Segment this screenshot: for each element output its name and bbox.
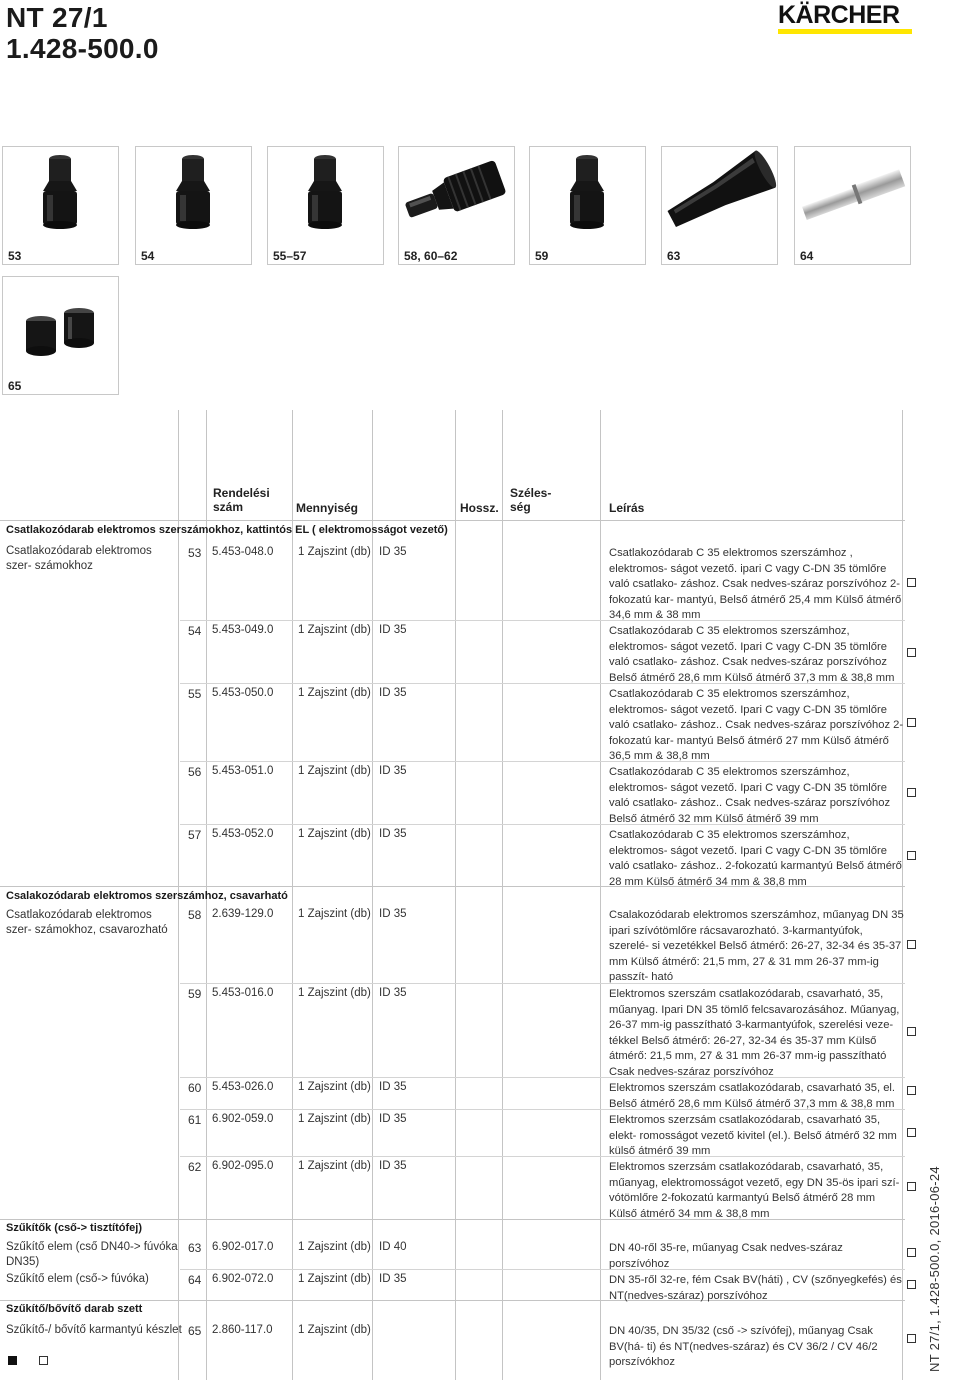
order-number: 1.428-500.0 [6,33,159,64]
row-description: Elektromos szerszám csatlakozódarab, csavarható, 35, műanyag. Ipari DN 35 tömlő felcsavarozásához. Műanyag, 26-37 mm-ig passzítható 3-karmantyúfok, szerelési veze- tékkel Belső átmérő: 26-27, 32-34 és 35-37 mm Külső átmérő: 21,5 mm, 27 & 31 mm 26-37 mm-ig passzítható Csak nedves-száraz porszívóhoz [609,988,900,1078]
section-title: Szűkítő/bővítő darab szett [6,1303,143,1315]
row-order-number: 5.453-050.0 [212,687,274,699]
row-length: ID 35 [379,765,407,777]
adapter-screw-icon [399,147,514,242]
row-length: ID 35 [379,1113,407,1125]
row-length: ID 40 [379,1241,407,1253]
section-title: Csalakozódarab elektromos szerszámhoz, csavarható [6,890,288,902]
accessory-tile [398,146,515,265]
row-number: 61 [188,1113,202,1127]
tile-label: 64 [800,249,814,263]
col-sep [600,410,601,1380]
row-quantity: 1 Zajszint (db) [298,765,371,777]
optional-accessory-checkbox [907,1280,916,1289]
accessory-tile [135,146,252,265]
accessory-tile [2,146,119,265]
row-order-number: 6.902-072.0 [212,1273,274,1285]
optional-accessory-checkbox [907,1334,916,1343]
row-quantity: 1 Zajszint (db) [298,624,371,636]
tile-label: 63 [667,249,681,263]
row-description: Csatlakozódarab C 35 elektromos szerszámhoz, elektromos- ságot vezető. Ipari C vagy C-DN 35 tömlőre való csatlako- záshoz.. Csak nedves-száraz porszívóhoz Belső átmérő 32 mm Külső átmérő 39 mm [609,766,891,825]
optional-accessory-checkbox [907,578,916,587]
row-quantity: 1 Zajszint (db) [298,1273,371,1285]
row-divider [180,620,905,621]
brand-logo [778,2,912,36]
row-length: ID 35 [379,908,407,920]
col-sep [292,410,293,1380]
row-divider [180,983,905,984]
optional-accessory-checkbox [907,1182,916,1191]
row-order-number: 5.453-052.0 [212,828,274,840]
row-number: 62 [188,1160,202,1174]
row-description: DN 35-ről 32-re, fém Csak BV(háti) , CV (szőnyegkefés) és NT(nedves-száraz) porszívóhoz [609,1274,902,1302]
row-description: Csatlakozódarab C 35 elektromos szerszámhoz, elektromos- ságot vezető. Ipari C vagy C-DN 35 tömlőre való csatlako- záshoz.. Csak nedves-száraz porszívóhoz 2-fokozatú kar- mantyú Belső átmérő 27 mm Külső átmérő 36,5 mm & 38,8 mm [609,688,904,763]
row-number: 56 [188,765,202,779]
adapter-stepped-icon [136,147,251,242]
col-sep [502,410,503,1380]
col-sep [455,410,456,1380]
side-footer-text: NT 27/1, 1.428-500.0, 2016-06-24 [927,1166,942,1372]
optional-accessory-checkbox [907,788,916,797]
row-length: ID 35 [379,1160,407,1172]
row-number: 58 [188,908,202,922]
row-description: Elektromos szerszám csatlakozódarab, csavarható 35, el. Belső átmérő 28,6 mm Külső átmérő 37,3 mm & 38,8 mm [609,1082,896,1110]
row-number: 54 [188,624,202,638]
row-length: ID 35 [379,546,407,558]
row-order-number: 5.453-016.0 [212,987,274,999]
row-divider [180,761,905,762]
col-header-qty: Mennyiség [296,501,359,515]
row-order-number: 5.453-049.0 [212,624,274,636]
row-description: Elektromos szerzsám csatlakozódarab, csavarható 35, elekt- romosságot vezető kivitel (el.). Belső átmérő 32 mm külső átmérő 39 mm [609,1114,897,1158]
row-quantity: 1 Zajszint (db) [298,687,371,699]
tile-label: 58, 60–62 [404,249,458,263]
legend-optional-marker [39,1356,48,1365]
row-length: ID 35 [379,687,407,699]
tile-label: 55–57 [273,249,307,263]
row-length: ID 35 [379,828,407,840]
accessory-tile [661,146,778,265]
adapter-stepped-icon [268,147,383,242]
accessory-tile [2,276,119,395]
row-number: 57 [188,828,202,842]
row-length: ID 35 [379,624,407,636]
group-label: Szűkítő elem (cső DN40-> fúvóka DN35) [6,1241,178,1268]
col-header-width: Széles- ség [510,486,552,514]
row-order-number: 6.902-095.0 [212,1160,274,1172]
brand-logo-bar [778,29,912,34]
accessory-tile [529,146,646,265]
row-number: 55 [188,687,202,701]
row-quantity: 1 Zajszint (db) [298,1324,371,1336]
row-description: Csatlakozódarab C 35 elektromos szerszámhoz, elektromos- ságot vezető. Ipari C vagy C-DN 35 tömlőre való csatlako- záshoz.. 2-fokozatú karmantyú Belső átmérő 28 mm Külső átmérő 34 mm & 38,8 mm [609,829,902,888]
row-divider [180,1269,905,1270]
row-number: 59 [188,987,202,1001]
optional-accessory-checkbox [907,940,916,949]
tile-label: 65 [8,379,22,393]
row-description: Csalakozódarab elektromos szerszámhoz, műanyag DN 35 ipari szívótömlőre rácsavarozható. 3-karmantyúfok, szerelé- si vezetékkel Belső átmérő: 26-27, 32-34 és 35-37 mm Külső átmérő: 21,5 mm, 27 & 31 mm 26-37 mm-ig passzít- ható [609,909,904,984]
row-description: Elektromos szerzsám csatlakozódarab, csavarható, 35, műanyag, elektromosságot vezető, egy DN 35-ös ipari szí- vótömlőre 2-fokozatú karmantyú Belső átmérő 28 mm Külső átmérő 34 mm & 38,8 mm [609,1161,900,1220]
accessory-tile [794,146,911,265]
row-description: Csatlakozódarab C 35 elektromos szerszámhoz, elektromos- ságot vezető. Ipari C vagy C-DN 35 tömlőre való csatlako- záshoz. Csak nedves-száraz porszívóhoz Belső átmérő 28,6 mm Külső átmérő 37,3 mm & 38,8 mm [609,625,895,684]
row-quantity: 1 Zajszint (db) [298,1081,371,1093]
legend-standard-marker [8,1356,17,1365]
row-order-number: 6.902-017.0 [212,1241,274,1253]
col-header-order: Rendelési szám [213,486,270,514]
accessory-tile [267,146,384,265]
sleeve-set-icon [3,277,118,372]
row-quantity: 1 Zajszint (db) [298,1113,371,1125]
row-quantity: 1 Zajszint (db) [298,1160,371,1172]
product-title [6,2,159,64]
reducer-nozzle-icon [662,147,777,242]
row-order-number: 5.453-026.0 [212,1081,274,1093]
optional-accessory-checkbox [907,1128,916,1137]
row-quantity: 1 Zajszint (db) [298,987,371,999]
row-divider [180,824,905,825]
row-number: 64 [188,1273,202,1287]
row-order-number: 5.453-051.0 [212,765,274,777]
group-label: Szűkítő elem (cső-> fúvóka) [6,1273,149,1285]
optional-accessory-checkbox [907,1086,916,1095]
optional-accessory-checkbox [907,648,916,657]
tile-label: 54 [141,249,155,263]
section-divider [0,520,905,521]
row-quantity: 1 Zajszint (db) [298,1241,371,1253]
adapter-stepped-icon [3,147,118,242]
row-order-number: 2.639-129.0 [212,908,274,920]
row-order-number: 5.453-048.0 [212,546,274,558]
tile-label: 59 [535,249,549,263]
row-description: Csatlakozódarab C 35 elektromos szerszámhoz , elektromos- ságot vezető. ipari C vagy C-DN 35 tömlőre való csatlako- záshoz. Csak nedves-száraz porszívóhoz 2-fokozatú kar- mantyú, Belső átmérő 25,4 mm Külső átmérő 34,6 mm & 38 mm [609,547,902,622]
model-name: NT 27/1 [6,2,108,33]
optional-accessory-checkbox [907,1248,916,1257]
row-order-number: 6.902-059.0 [212,1113,274,1125]
row-number: 65 [188,1324,202,1338]
row-length: ID 35 [379,987,407,999]
row-order-number: 2.860-117.0 [212,1324,273,1336]
row-quantity: 1 Zajszint (db) [298,546,371,558]
optional-accessory-checkbox [907,1027,916,1036]
row-quantity: 1 Zajszint (db) [298,828,371,840]
row-description: DN 40/35, DN 35/32 (cső -> szívófej), műanyag Csak BV(há- ti) és NT(nedves-száraz) és CV 36/2 / CV 46/2 porszívókhoz [609,1325,878,1369]
col-header-desc: Leírás [609,501,645,515]
col-header-length: Hossz. [460,501,499,515]
col-sep [372,410,373,1380]
section-title: Csatlakozódarab elektromos szerszámokhoz, kattintós EL ( elektromosságot vezető) [6,524,448,536]
row-number: 60 [188,1081,202,1095]
section-title: Szűkítők (cső-> tisztítófej) [6,1222,142,1234]
group-label: Szűkítő-/ bővítő karmantyú készlet [6,1324,182,1336]
row-number: 63 [188,1241,202,1255]
brand-logo-text: KÄRCHER [778,1,900,29]
row-number: 53 [188,546,202,560]
row-length: ID 35 [379,1081,407,1093]
row-quantity: 1 Zajszint (db) [298,908,371,920]
row-divider [180,1077,905,1078]
row-divider [180,683,905,684]
group-label: Csatlakozódarab elektromos szer- számokhoz, csavarozható [6,909,168,936]
metal-tube-icon [795,147,910,242]
tile-label: 53 [8,249,22,263]
row-divider [180,1109,905,1110]
optional-accessory-checkbox [907,851,916,860]
row-divider [180,1156,905,1157]
row-description: DN 40-ről 35-re, műanyag Csak nedves-száraz porszívóhoz [609,1242,843,1270]
group-label: Csatlakozódarab elektromos szer- számokhoz [6,545,152,572]
adapter-stepped-icon [530,147,645,242]
optional-accessory-checkbox [907,718,916,727]
row-length: ID 35 [379,1273,407,1285]
